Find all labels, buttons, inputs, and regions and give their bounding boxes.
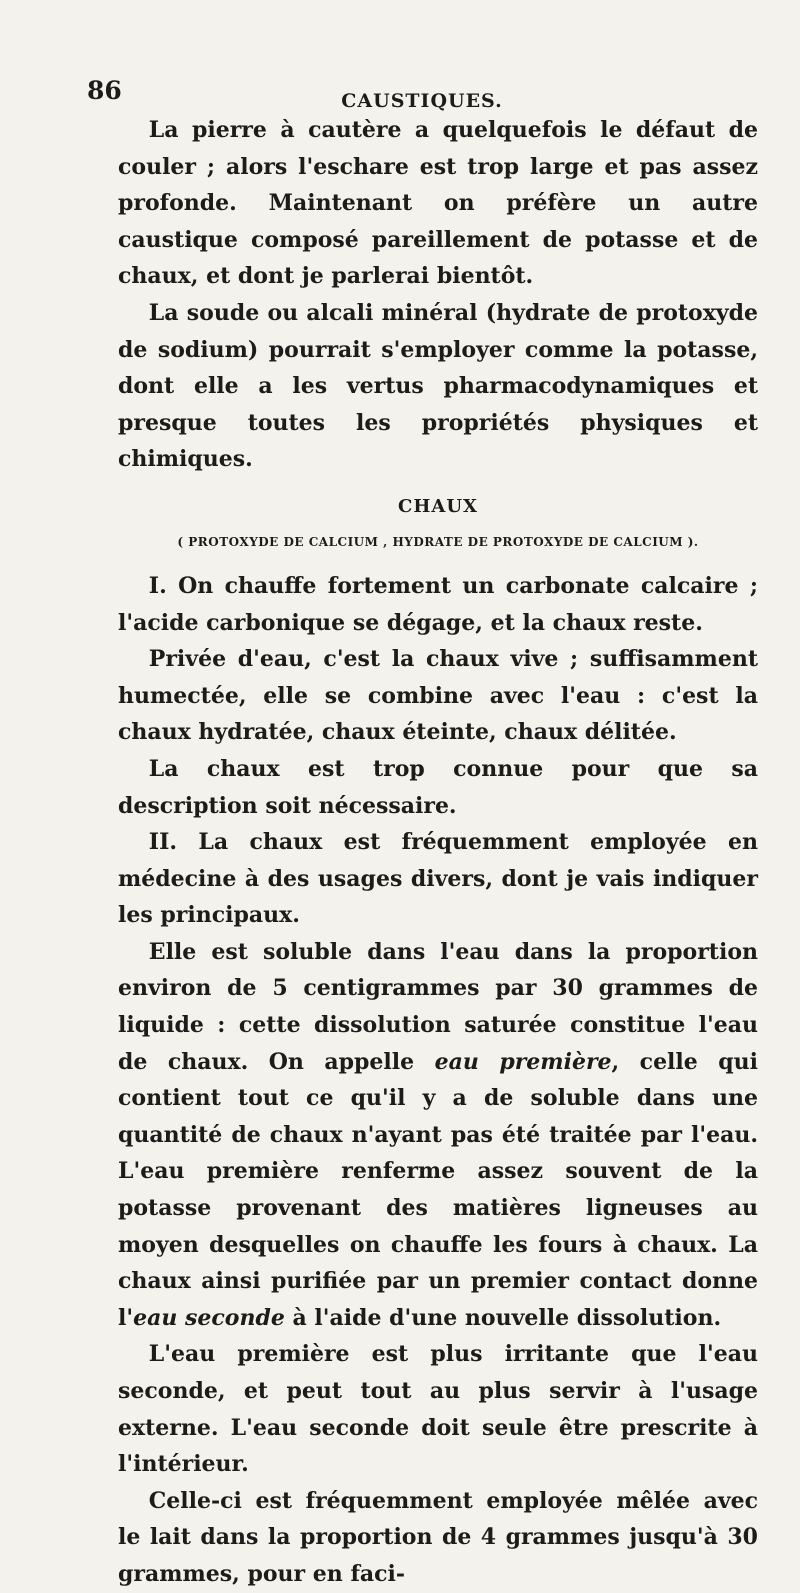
page-header [87, 52, 757, 112]
italic-term: eau seconde [133, 1304, 285, 1331]
paragraph: La chaux est trop connue pour que sa description soit nécessaire. [118, 755, 758, 819]
page-body [118, 112, 758, 1593]
paragraph [118, 934, 758, 1337]
running-head: CAUSTIQUES. [341, 90, 503, 112]
page-number: 86 [87, 76, 122, 105]
paragraph: Celle-ci est fréquemment employée mêlée avec le lait dans la proportion de 4 grammes jusqu'à 30 grammes, pour en faci- [118, 1487, 758, 1587]
paragraph: I. On chauffe fortement un carbonate calcaire ; l'acide carbonique se dégage, et la chaux reste. [118, 572, 758, 636]
paragraph: Privée d'eau, c'est la chaux vive ; suffisamment humectée, elle se combine avec l'eau : c'est la chaux hydratée, chaux éteinte, chaux délitée. [118, 646, 758, 746]
text-run: Elle est soluble dans l'eau dans la proportion environ de 5 centigrammes par 30 grammes de liquide : cette dissolution saturée constitue l'eau de chaux. On appelle [118, 938, 758, 1075]
paragraph: II. La chaux est fréquemment employée en médecine à des usages divers, dont je vais indiquer les principaux. [118, 829, 758, 929]
italic-term: eau première [434, 1048, 612, 1075]
section-subtitle: ( PROTOXYDE DE CALCIUM , HYDRATE DE PROTOXYDE DE CALCIUM ). [177, 534, 699, 549]
paragraph: La pierre à cautère a quelquefois le défaut de couler ; alors l'eschare est trop large et pas assez profonde. Maintenant on préfère un autre caustique composé pareillement de potasse et de chaux, et dont je parlerai bientôt. [118, 117, 758, 290]
text-run: , celle qui contient tout ce qu'il y a de soluble dans une quantité de chaux n'ayant pas été traitée par l'eau. L'eau première renferme assez souvent de la potasse provenant des matières ligneuses au moyen desquelles on chauffe les fours à chaux. La chaux ainsi purifiée par un premier contact donne l' [118, 1048, 758, 1331]
paragraph: La soude ou alcali minéral (hydrate de protoxyde de sodium) pourrait s'employer comme la potasse, dont elle a les vertus pharmacodynamiques et presque toutes les propriétés physiques et chimiques. [118, 299, 758, 473]
section-title: CHAUX [398, 495, 478, 517]
paragraph: L'eau première est plus irritante que l'eau seconde, et peut tout au plus servir à l'usage externe. L'eau seconde doit seule être prescrite à l'intérieur. [118, 1341, 758, 1478]
text-run: à l'aide d'une nouvelle dissolution. [284, 1304, 722, 1331]
